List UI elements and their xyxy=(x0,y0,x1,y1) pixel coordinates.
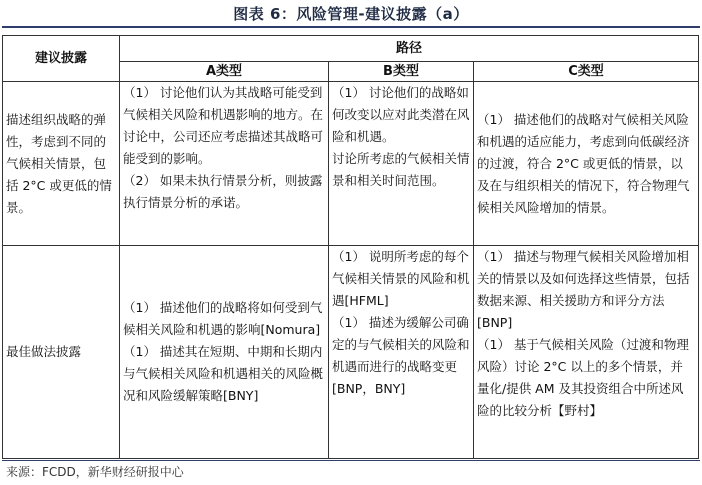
cell-item: （1） 讨论他们的战略如何改变以应对此类潜在风险和机遇。 xyxy=(332,85,470,144)
cell-resilience-type-a xyxy=(120,82,329,246)
row-label-text: 描述组织战略的弹性，考虑到不同的气候相关情景，包括 2°C 或更低的情景。 xyxy=(6,111,112,215)
cell-item: （2） 如果未执行情景分析，则披露执行情景分析的承诺。 xyxy=(123,173,323,210)
cell-best-practice-type-c xyxy=(474,246,699,459)
cell-item: （1） 描述为缓解公司确定的与气候相关的风险和机遇而进行的战略变更[BNP，BNY] xyxy=(332,315,470,396)
cell-item: （1） 描述其在短期、中期和长期内与气候相关风险和机遇相关的风险概况和风险缓解策略[BNY] xyxy=(123,344,324,403)
header-type-a: A类型 xyxy=(120,62,329,82)
header-type-b: B类型 xyxy=(329,62,474,82)
row-label-strategy-resilience xyxy=(3,82,120,246)
title-divider xyxy=(2,26,700,28)
cell-item: （1） 描述他们的战略将如何受到气候相关风险和机遇的影响[Nomura] xyxy=(123,300,323,337)
cell-item: （1） 描述与物理气候相关风险增加相关的情景以及如何选择这些情景，包括数据来源、相关援助方和评分方法[BNP] xyxy=(477,249,690,330)
cell-best-practice-type-b xyxy=(329,246,474,459)
cell-item: （1） 基于气候相关风险（过渡和物理风险）讨论 2°C 以上的多个情景，并量化/提供 AM 及其投资组合中所述风险的比较分析【野村】 xyxy=(477,337,689,418)
cell-item: （1） 讨论他们认为其战略可能受到气候相关风险和机遇影响的地方。在讨论中，公司还应考虑描述其战略可能受到的影响。 xyxy=(123,85,324,166)
figure-title: 图表 6：风险管理-建议披露（a） xyxy=(233,5,469,23)
source-divider xyxy=(2,460,700,461)
cell-best-practice-type-a xyxy=(120,246,329,459)
cell-item: （1） 描述他们的战略对气候相关风险和机遇的适应能力，考虑到向低碳经济的过渡，符合 2°C 或更低的情景，以及在与组织相关的情况下，符合物理气候相关风险增加的情景。 xyxy=(477,111,690,215)
cell-item: （1） 说明所考虑的每个气候相关情景的风险和机遇[HFML] xyxy=(332,249,470,308)
header-path: 路径 xyxy=(120,36,699,62)
cell-resilience-type-c xyxy=(474,82,699,246)
header-recommended-disclosure: 建议披露 xyxy=(3,36,120,82)
cell-resilience-type-b xyxy=(329,82,474,246)
header-type-c: C类型 xyxy=(474,62,699,82)
row-label-text: 最佳做法披露 xyxy=(6,344,82,359)
source-note: 来源：FCDD，新华财经研报中心 xyxy=(6,465,184,479)
cell-item: 讨论所考虑的气候相关情景和相关时间范围。 xyxy=(332,151,470,188)
disclosure-table xyxy=(2,35,699,459)
row-label-best-practice xyxy=(3,246,120,459)
